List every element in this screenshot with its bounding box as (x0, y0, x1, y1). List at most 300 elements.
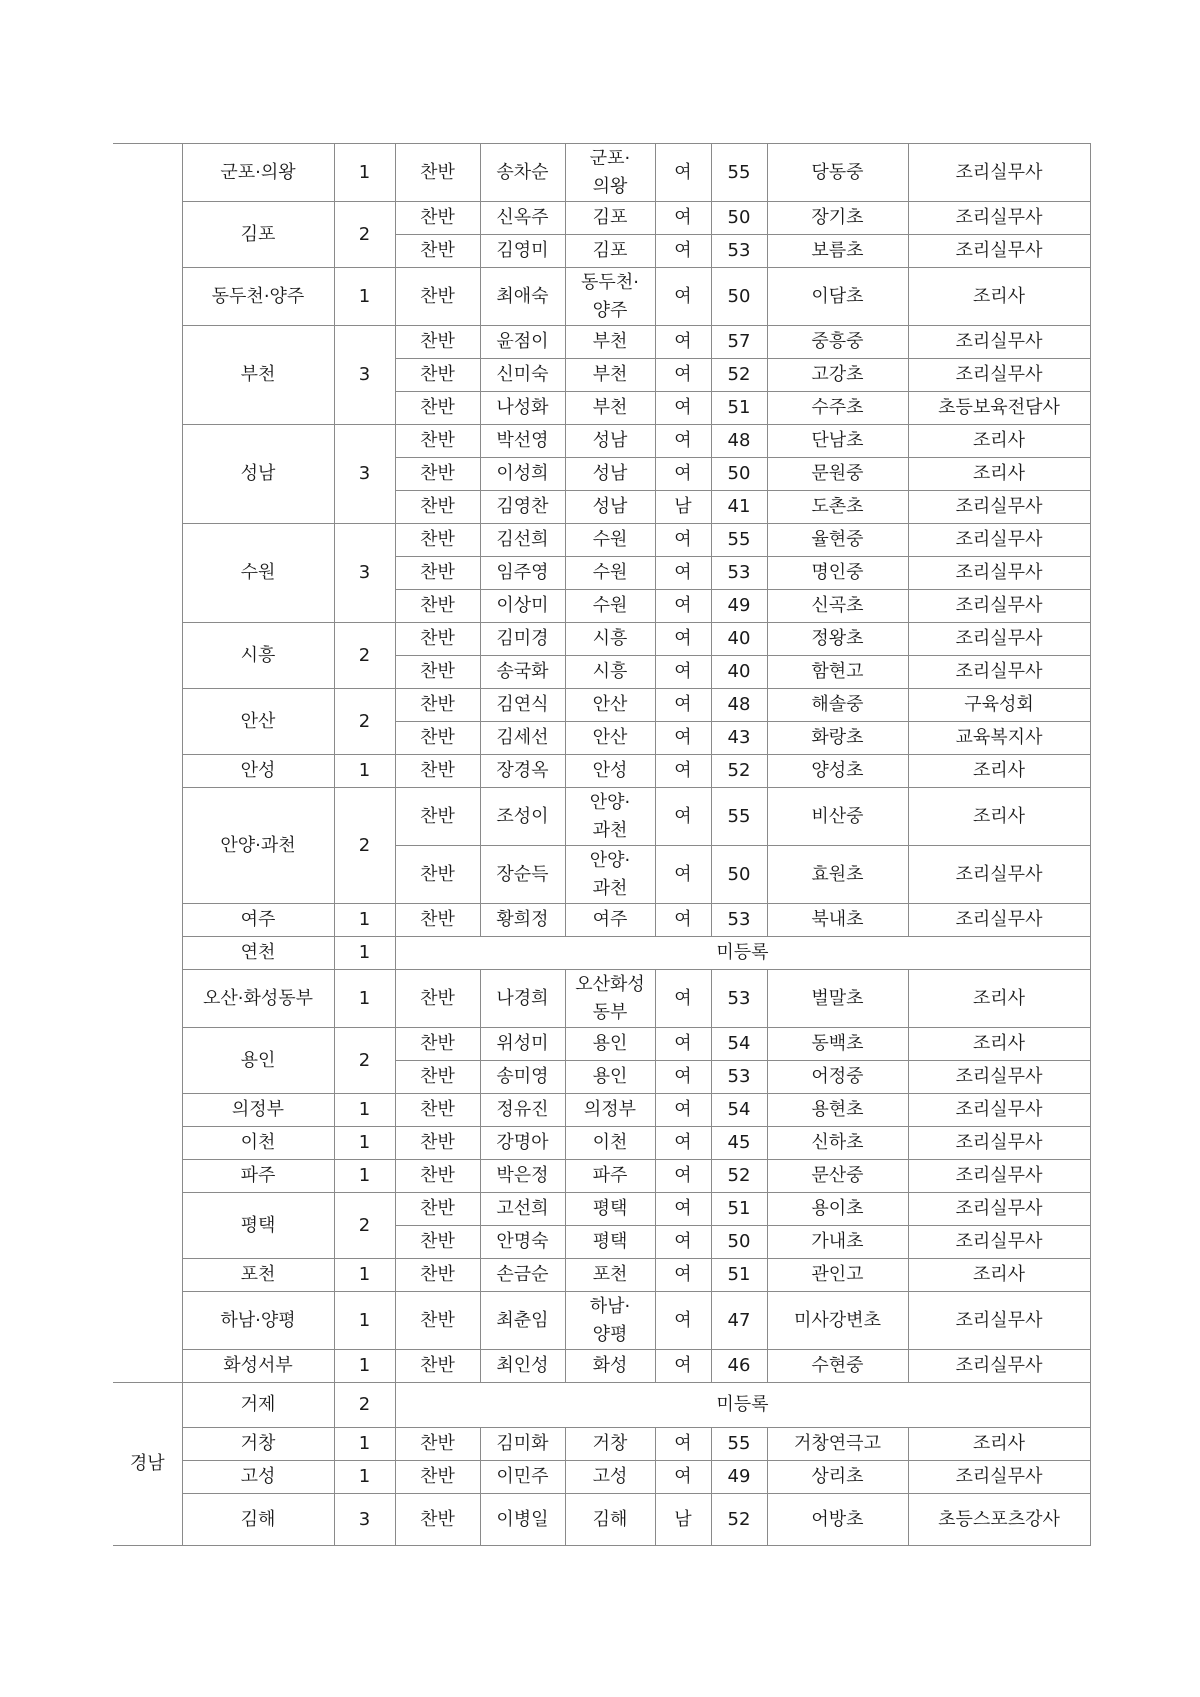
branch-line: 의정부 (583, 1099, 637, 1120)
age-cell: 55 (711, 1428, 767, 1461)
name-cell: 송차순 (480, 144, 565, 202)
branch-cell (565, 1428, 655, 1461)
branch-cell (565, 524, 655, 557)
branch-line: 부천 (592, 331, 628, 352)
branch-line: 양평 (592, 1323, 628, 1345)
age-cell: 53 (711, 557, 767, 590)
name-cell: 손금순 (480, 1259, 565, 1292)
branch-line: 용인 (592, 1033, 628, 1054)
school-cell: 명인중 (767, 557, 908, 590)
age-cell: 51 (711, 1259, 767, 1292)
name-cell: 장경옥 (480, 755, 565, 788)
sex-cell: 여 (655, 326, 711, 359)
sex-cell: 여 (655, 144, 711, 202)
job-cell: 조리실무사 (908, 1461, 1090, 1494)
region-cell: 김포 (182, 202, 334, 268)
branch-cell (565, 235, 655, 268)
branch-line: 포천 (592, 1264, 628, 1285)
vote-type-cell: 찬반 (395, 235, 480, 268)
sex-cell: 여 (655, 689, 711, 722)
name-cell: 이민주 (480, 1461, 565, 1494)
vote-type-cell: 찬반 (395, 144, 480, 202)
job-cell: 조리실무사 (908, 359, 1090, 392)
name-cell: 나경희 (480, 970, 565, 1028)
job-cell: 초등보육전담사 (908, 392, 1090, 425)
branch-line: 시흥 (592, 661, 628, 682)
branch-line: 성남 (592, 463, 628, 484)
sex-cell: 여 (655, 1061, 711, 1094)
vote-type-cell: 찬반 (395, 1061, 480, 1094)
sex-cell: 여 (655, 1127, 711, 1160)
name-cell: 장순득 (480, 846, 565, 904)
branch-line: 과천 (592, 819, 628, 841)
count-cell: 1 (334, 1461, 395, 1494)
branch-line: 수원 (592, 529, 628, 550)
school-cell: 도촌초 (767, 491, 908, 524)
job-cell: 초등스포츠강사 (908, 1494, 1090, 1546)
branch-cell (565, 1226, 655, 1259)
vote-type-cell: 찬반 (395, 202, 480, 235)
region-cell: 화성서부 (182, 1350, 334, 1383)
branch-line: 안양· (589, 849, 631, 871)
table-row (113, 1494, 1090, 1546)
branch-line: 화성 (592, 1355, 628, 1376)
branch-line: 김해 (592, 1508, 628, 1530)
school-cell: 미사강변초 (767, 1292, 908, 1350)
branch-line: 거창 (592, 1433, 628, 1454)
job-cell: 조리실무사 (908, 326, 1090, 359)
school-cell: 장기초 (767, 202, 908, 235)
job-cell: 조리사 (908, 458, 1090, 491)
sex-cell: 여 (655, 425, 711, 458)
age-cell: 40 (711, 656, 767, 689)
vote-type-cell: 찬반 (395, 1127, 480, 1160)
job-cell: 조리실무사 (908, 846, 1090, 904)
age-cell: 50 (711, 1226, 767, 1259)
branch-cell (565, 722, 655, 755)
province-cell: 경남 (113, 1383, 182, 1546)
vote-type-cell: 찬반 (395, 1193, 480, 1226)
name-cell: 신미숙 (480, 359, 565, 392)
job-cell: 조리실무사 (908, 623, 1090, 656)
region-cell: 김해 (182, 1494, 334, 1546)
branch-cell (565, 1193, 655, 1226)
branch-line: 이천 (592, 1132, 628, 1153)
job-cell: 조리실무사 (908, 235, 1090, 268)
province-cell (113, 144, 182, 1383)
name-cell: 박은정 (480, 1160, 565, 1193)
vote-type-cell: 찬반 (395, 524, 480, 557)
vote-type-cell: 찬반 (395, 1028, 480, 1061)
branch-cell (565, 1350, 655, 1383)
age-cell: 52 (711, 1160, 767, 1193)
age-cell: 41 (711, 491, 767, 524)
region-cell: 수원 (182, 524, 334, 623)
age-cell: 52 (711, 755, 767, 788)
branch-line: 시흥 (592, 628, 628, 649)
name-cell: 이상미 (480, 590, 565, 623)
branch-cell (565, 144, 655, 202)
count-cell: 1 (334, 1428, 395, 1461)
table-row (113, 1292, 1090, 1350)
job-cell: 조리사 (908, 755, 1090, 788)
job-cell: 조리사 (908, 1428, 1090, 1461)
school-cell: 어정중 (767, 1061, 908, 1094)
age-cell: 53 (711, 235, 767, 268)
region-cell: 연천 (182, 937, 334, 970)
vote-type-cell: 찬반 (395, 590, 480, 623)
age-cell: 49 (711, 590, 767, 623)
vote-type-cell: 찬반 (395, 722, 480, 755)
school-cell: 동백초 (767, 1028, 908, 1061)
vote-type-cell: 찬반 (395, 1292, 480, 1350)
branch-cell (565, 623, 655, 656)
branch-cell (565, 557, 655, 590)
age-cell: 53 (711, 904, 767, 937)
sex-cell: 여 (655, 590, 711, 623)
job-cell: 조리사 (908, 1259, 1090, 1292)
count-cell: 1 (334, 1160, 395, 1193)
job-cell: 교육복지사 (908, 722, 1090, 755)
school-cell: 벌말초 (767, 970, 908, 1028)
branch-cell (565, 392, 655, 425)
name-cell: 송국화 (480, 656, 565, 689)
job-cell: 조리실무사 (908, 1127, 1090, 1160)
name-cell: 조성이 (480, 788, 565, 846)
sex-cell: 여 (655, 1193, 711, 1226)
name-cell: 황희정 (480, 904, 565, 937)
job-cell: 조리실무사 (908, 524, 1090, 557)
name-cell: 김선희 (480, 524, 565, 557)
branch-cell (565, 1259, 655, 1292)
region-cell: 용인 (182, 1028, 334, 1094)
region-cell: 하남·양평 (182, 1292, 334, 1350)
table-row (113, 1094, 1090, 1127)
region-cell: 안산 (182, 689, 334, 755)
job-cell: 조리사 (908, 970, 1090, 1028)
sex-cell: 여 (655, 970, 711, 1028)
name-cell: 김영찬 (480, 491, 565, 524)
age-cell: 50 (711, 458, 767, 491)
age-cell: 54 (711, 1094, 767, 1127)
branch-line: 안성 (592, 760, 628, 781)
sex-cell: 여 (655, 1259, 711, 1292)
sex-cell: 여 (655, 656, 711, 689)
age-cell: 50 (711, 268, 767, 326)
age-cell: 52 (711, 359, 767, 392)
name-cell: 송미영 (480, 1061, 565, 1094)
school-cell: 수현중 (767, 1350, 908, 1383)
sex-cell: 남 (655, 491, 711, 524)
school-cell: 신하초 (767, 1127, 908, 1160)
vote-type-cell: 찬반 (395, 656, 480, 689)
branch-cell (565, 1292, 655, 1350)
sex-cell: 여 (655, 1461, 711, 1494)
table-row (113, 1127, 1090, 1160)
job-cell: 조리실무사 (908, 1226, 1090, 1259)
sex-cell: 여 (655, 392, 711, 425)
school-cell: 정왕초 (767, 623, 908, 656)
sex-cell: 여 (655, 557, 711, 590)
school-cell: 효원초 (767, 846, 908, 904)
region-cell: 포천 (182, 1259, 334, 1292)
count-cell: 2 (334, 202, 395, 268)
count-cell: 2 (334, 788, 395, 904)
school-cell: 보름초 (767, 235, 908, 268)
school-cell: 수주초 (767, 392, 908, 425)
vote-type-cell: 찬반 (395, 268, 480, 326)
vote-type-cell: 찬반 (395, 1350, 480, 1383)
sex-cell: 여 (655, 755, 711, 788)
job-cell: 조리실무사 (908, 144, 1090, 202)
job-cell: 조리사 (908, 268, 1090, 326)
table-row (113, 524, 1090, 557)
vote-type-cell: 찬반 (395, 1428, 480, 1461)
branch-line: 동부 (592, 1001, 628, 1023)
vote-type-cell: 찬반 (395, 359, 480, 392)
branch-line: 동두천· (581, 271, 639, 293)
count-cell: 3 (334, 326, 395, 425)
count-cell: 1 (334, 1094, 395, 1127)
school-cell: 함현고 (767, 656, 908, 689)
sex-cell: 여 (655, 458, 711, 491)
branch-line: 오산화성 (575, 973, 645, 995)
name-cell: 최춘임 (480, 1292, 565, 1350)
sex-cell: 여 (655, 1028, 711, 1061)
count-cell: 1 (334, 1350, 395, 1383)
count-cell: 1 (334, 1127, 395, 1160)
count-cell: 1 (334, 904, 395, 937)
school-cell: 가내초 (767, 1226, 908, 1259)
name-cell: 김연식 (480, 689, 565, 722)
sex-cell: 여 (655, 623, 711, 656)
branch-cell (565, 1094, 655, 1127)
vote-type-cell: 찬반 (395, 846, 480, 904)
sex-cell: 여 (655, 722, 711, 755)
name-cell: 김미화 (480, 1428, 565, 1461)
branch-line: 성남 (592, 430, 628, 451)
branch-cell (565, 1461, 655, 1494)
region-cell: 의정부 (182, 1094, 334, 1127)
branch-line: 파주 (592, 1165, 628, 1186)
branch-cell (565, 656, 655, 689)
school-cell: 중흥중 (767, 326, 908, 359)
branch-cell (565, 904, 655, 937)
count-cell: 2 (334, 1193, 395, 1259)
age-cell: 45 (711, 1127, 767, 1160)
branch-line: 안산 (592, 694, 628, 715)
branch-cell (565, 1061, 655, 1094)
sex-cell: 여 (655, 904, 711, 937)
age-cell: 48 (711, 689, 767, 722)
branch-line: 하남· (589, 1295, 631, 1317)
branch-cell (565, 359, 655, 392)
name-cell: 최인성 (480, 1350, 565, 1383)
branch-cell (565, 425, 655, 458)
school-cell: 북내초 (767, 904, 908, 937)
region-cell: 고성 (182, 1461, 334, 1494)
count-cell: 1 (334, 144, 395, 202)
name-cell: 김미경 (480, 623, 565, 656)
branch-cell (565, 1127, 655, 1160)
branch-cell (565, 458, 655, 491)
branch-cell (565, 788, 655, 846)
branch-line: 용인 (592, 1066, 628, 1087)
region-cell: 부천 (182, 326, 334, 425)
sex-cell: 여 (655, 1292, 711, 1350)
school-cell: 신곡초 (767, 590, 908, 623)
region-cell: 이천 (182, 1127, 334, 1160)
branch-cell (565, 846, 655, 904)
branch-line: 수원 (592, 562, 628, 583)
branch-line: 여주 (592, 909, 628, 930)
table-row (113, 1160, 1090, 1193)
branch-cell (565, 268, 655, 326)
branch-cell (565, 1160, 655, 1193)
age-cell: 51 (711, 1193, 767, 1226)
branch-line: 부천 (592, 397, 628, 418)
name-cell: 이성희 (480, 458, 565, 491)
job-cell: 조리사 (908, 425, 1090, 458)
age-cell: 55 (711, 788, 767, 846)
branch-cell (565, 491, 655, 524)
school-cell: 율현중 (767, 524, 908, 557)
school-cell: 비산중 (767, 788, 908, 846)
region-cell: 성남 (182, 425, 334, 524)
name-cell: 고선희 (480, 1193, 565, 1226)
branch-line: 평택 (592, 1231, 628, 1252)
vote-type-cell: 찬반 (395, 623, 480, 656)
age-cell: 49 (711, 1461, 767, 1494)
age-cell: 52 (711, 1494, 767, 1546)
vote-type-cell: 찬반 (395, 1259, 480, 1292)
vote-type-cell: 찬반 (395, 1494, 480, 1546)
name-cell: 나성화 (480, 392, 565, 425)
name-cell: 이병일 (480, 1494, 565, 1546)
branch-cell (565, 202, 655, 235)
region-cell: 시흥 (182, 623, 334, 689)
job-cell: 조리실무사 (908, 1094, 1090, 1127)
job-cell: 조리실무사 (908, 1193, 1090, 1226)
vote-type-cell: 찬반 (395, 326, 480, 359)
region-cell: 오산·화성동부 (182, 970, 334, 1028)
age-cell: 50 (711, 846, 767, 904)
table-row (113, 144, 1090, 202)
age-cell: 40 (711, 623, 767, 656)
branch-line: 부천 (592, 364, 628, 385)
count-cell: 1 (334, 1259, 395, 1292)
region-cell: 거제 (182, 1383, 334, 1428)
age-cell: 47 (711, 1292, 767, 1350)
table-row (113, 788, 1090, 846)
school-cell: 당동중 (767, 144, 908, 202)
name-cell: 윤점이 (480, 326, 565, 359)
table-row (113, 937, 1090, 970)
region-cell: 여주 (182, 904, 334, 937)
region-cell: 안성 (182, 755, 334, 788)
region-cell: 동두천·양주 (182, 268, 334, 326)
vote-type-cell: 찬반 (395, 755, 480, 788)
table-row (113, 1461, 1090, 1494)
name-cell: 위성미 (480, 1028, 565, 1061)
age-cell: 55 (711, 524, 767, 557)
branch-cell (565, 755, 655, 788)
vote-type-cell: 찬반 (395, 425, 480, 458)
table-row (113, 755, 1090, 788)
school-cell: 해솔중 (767, 689, 908, 722)
branch-cell (565, 970, 655, 1028)
vote-type-cell: 찬반 (395, 458, 480, 491)
branch-line: 김포 (592, 207, 628, 228)
table-row (113, 1350, 1090, 1383)
table-row (113, 326, 1090, 359)
count-cell: 2 (334, 689, 395, 755)
branch-line: 김포 (592, 240, 628, 261)
age-cell: 50 (711, 202, 767, 235)
job-cell: 조리실무사 (908, 1292, 1090, 1350)
sex-cell: 남 (655, 1494, 711, 1546)
job-cell: 조리사 (908, 1028, 1090, 1061)
age-cell: 43 (711, 722, 767, 755)
school-cell: 관인고 (767, 1259, 908, 1292)
region-cell: 거창 (182, 1428, 334, 1461)
table-row (113, 1428, 1090, 1461)
vote-type-cell: 찬반 (395, 970, 480, 1028)
name-cell: 최애숙 (480, 268, 565, 326)
name-cell: 안명숙 (480, 1226, 565, 1259)
name-cell: 정유진 (480, 1094, 565, 1127)
age-cell: 53 (711, 970, 767, 1028)
sex-cell: 여 (655, 202, 711, 235)
job-cell: 조리실무사 (908, 1350, 1090, 1383)
table-body (113, 144, 1090, 1546)
age-cell: 54 (711, 1028, 767, 1061)
school-cell: 상리초 (767, 1461, 908, 1494)
vote-type-cell: 찬반 (395, 557, 480, 590)
vote-type-cell: 찬반 (395, 1160, 480, 1193)
region-cell: 파주 (182, 1160, 334, 1193)
branch-cell (565, 326, 655, 359)
candidate-table (113, 143, 1091, 1546)
table-row (113, 268, 1090, 326)
count-cell: 2 (334, 623, 395, 689)
table-row (113, 689, 1090, 722)
job-cell: 구육성회 (908, 689, 1090, 722)
name-cell: 신옥주 (480, 202, 565, 235)
count-cell: 1 (334, 937, 395, 970)
school-cell: 양성초 (767, 755, 908, 788)
job-cell: 조리실무사 (908, 1061, 1090, 1094)
branch-cell (565, 590, 655, 623)
sex-cell: 여 (655, 846, 711, 904)
count-cell: 1 (334, 970, 395, 1028)
count-cell: 1 (334, 268, 395, 326)
sex-cell: 여 (655, 1160, 711, 1193)
branch-cell (565, 1494, 655, 1546)
age-cell: 55 (711, 144, 767, 202)
table-row (113, 202, 1090, 235)
name-cell: 박선영 (480, 425, 565, 458)
count-cell: 1 (334, 755, 395, 788)
unregistered-cell: 미등록 (395, 1383, 1090, 1428)
branch-line: 고성 (592, 1466, 628, 1487)
sex-cell: 여 (655, 1094, 711, 1127)
school-cell: 문원중 (767, 458, 908, 491)
count-cell: 3 (334, 524, 395, 623)
branch-line: 의왕 (592, 175, 628, 197)
branch-cell (565, 689, 655, 722)
name-cell: 임주영 (480, 557, 565, 590)
